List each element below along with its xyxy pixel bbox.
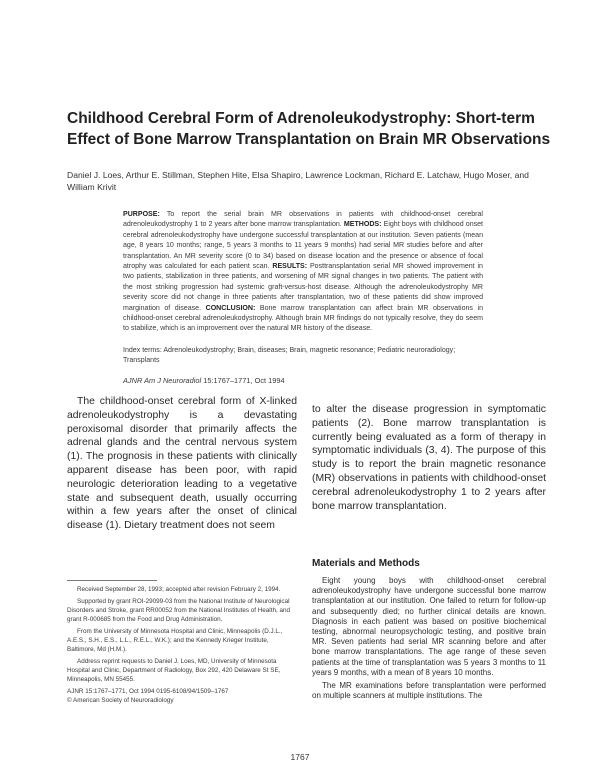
abstract-conclusion: Bone marrow transplantation can affect brain MR observations in childhood-onset cerebral adrenoleukodystrophy. Although brain MR findings do not typically resolve, they do seem to stabilize, which is an improvement over the natural MR history of the disease.	[123, 304, 483, 333]
footnotes	[67, 585, 297, 705]
footnote-affiliations: From the University of Minnesota Hospital and Clinic, Minneapolis (D.J.L., A.E.S., S.H., E.S., L.L., R.E.L., W.K.); and the Kennedy Krieger Institute, Baltimore, Md (H.M.).	[67, 628, 283, 653]
methods-text	[312, 576, 546, 701]
introduction-right-column: to alter the disease progression in symptomatic patients (2). Bone marrow transplantation is currently being evaluated as a form of therapy in symptomatic individuals (3, 4). The purpose of this study is to report the brain magnetic resonance (MR) observations in patients with childhood-onset cerebral adrenoleukodystrophy 1 to 2 years after bone marrow transplantation.	[312, 404, 546, 512]
journal-citation	[123, 376, 483, 386]
abstract-conclusion-label: CONCLUSION:	[205, 304, 256, 312]
abstract-results: Posttransplantation serial MR showed improvement in two patients, stabilization in three patients, and worsening of MR signal changes in two patients. The patient with the most striking progression had systemic graft-versus-host disease. Although the adrenoleukodystrophy MR severity score did not change in three patients after transplantation, two of these patients did show improved margination of disease.	[123, 263, 483, 312]
page-number: 1767	[290, 752, 310, 762]
methods-heading: Materials and Methods	[312, 558, 420, 569]
methods-paragraph-2: The MR examinations before transplantation were performed on multiple scanners at multiple institutions. The	[312, 681, 546, 701]
citation-journal: AJNR Am J Neuroradiol	[123, 376, 202, 385]
index-terms: Index terms: Adrenoleukodystrophy; Brain, diseases; Brain, magnetic resonance; Pediatric neuroradiology; Transplants	[123, 347, 456, 365]
citation-details: 15:1767–1771, Oct 1994	[203, 376, 285, 385]
article-title: Childhood Cerebral Form of Adrenoleukodystrophy: Short-term Effect of Bone Marrow Transplantation on Brain MR Observations	[67, 110, 551, 148]
footnote-reprints: Address reprint requests to Daniel J. Loes, MD, University of Minnesota Hospital and Clinic, Department of Radiology, Box 292, 420 Delaware St SE, Minneapolis, MN 55455.	[67, 658, 281, 683]
author-list: Daniel J. Loes, Arthur E. Stillman, Stephen Hite, Elsa Shapiro, Lawrence Lockman, Richard E. Latchaw, Hugo Moser, and William Krivit	[67, 170, 529, 192]
introduction-left-column: The childhood-onset cerebral form of X-linked adrenoleukodystrophy is a devastating peroxisomal disorder that primarily affects the adrenal glands and the central nervous system (1). The prognosis in these patients with clinically apparent disease has been poor, with rapid neurologic deterioration leading to a vegetative state and subsequent death, usually occurring within a few years after the onset of clinical disease (1). Dietary treatment does not seem	[67, 396, 297, 532]
abstract-purpose-label: PURPOSE:	[123, 211, 160, 218]
abstract-purpose: To report the serial brain MR observations in patients with childhood-onset cerebral adrenoleukodystrophy 1 to 2 years after bone marrow transplantation.	[123, 211, 483, 229]
abstract-methods: Eight boys with childhood onset cerebral adrenoleukodystrophy have undergone successful transplantation at our institution. Seven patients (mean age, 8 years 10 months; range, 5 years 3 months to 11 years 9 months) had serial MR studies before and after transplantation. An MR severity score (0 to 34) based on disease location and the presence or absence of focal atrophy was calculated for each patient scan.	[123, 221, 484, 271]
footnote-divider	[67, 580, 157, 581]
abstract-results-label: RESULTS:	[272, 263, 308, 271]
footnote-received: Received September 28, 1993; accepted after revision February 2, 1994.	[77, 586, 281, 593]
methods-paragraph-1: Eight young boys with childhood-onset cerebral adrenoleukodystrophy have undergone successful bone marrow transplantation at our institution. One failed to return for follow-up and subsequently died; no further clinical details are known. Diagnosis in each patient was based on positive biochemical testing, abnormal neuropsychologic testing, and positive brain MR. Seven patients had serial MR scanning before and after bone marrow transplantations. The age range of these seven patients at the time of transplantation was 5 years 3 months to 11 years 9 months, with a mean of 8 years 10 months.	[312, 576, 546, 677]
footnote-copyright: © American Society of Neuroradiology	[67, 697, 174, 704]
footnote-issn: AJNR 15:1767–1771, Oct 1994 0195-6108/94/1509–1767	[67, 688, 229, 695]
abstract	[123, 210, 483, 335]
abstract-methods-label: METHODS:	[343, 221, 382, 229]
footnote-support: Supported by grant ROI-29099-03 from the National Institute of Neurological Disorders and Stroke, grant RR00052 from the National Institutes of Health, and grant R-000685 from the Food and Drug Administration.	[67, 598, 290, 623]
